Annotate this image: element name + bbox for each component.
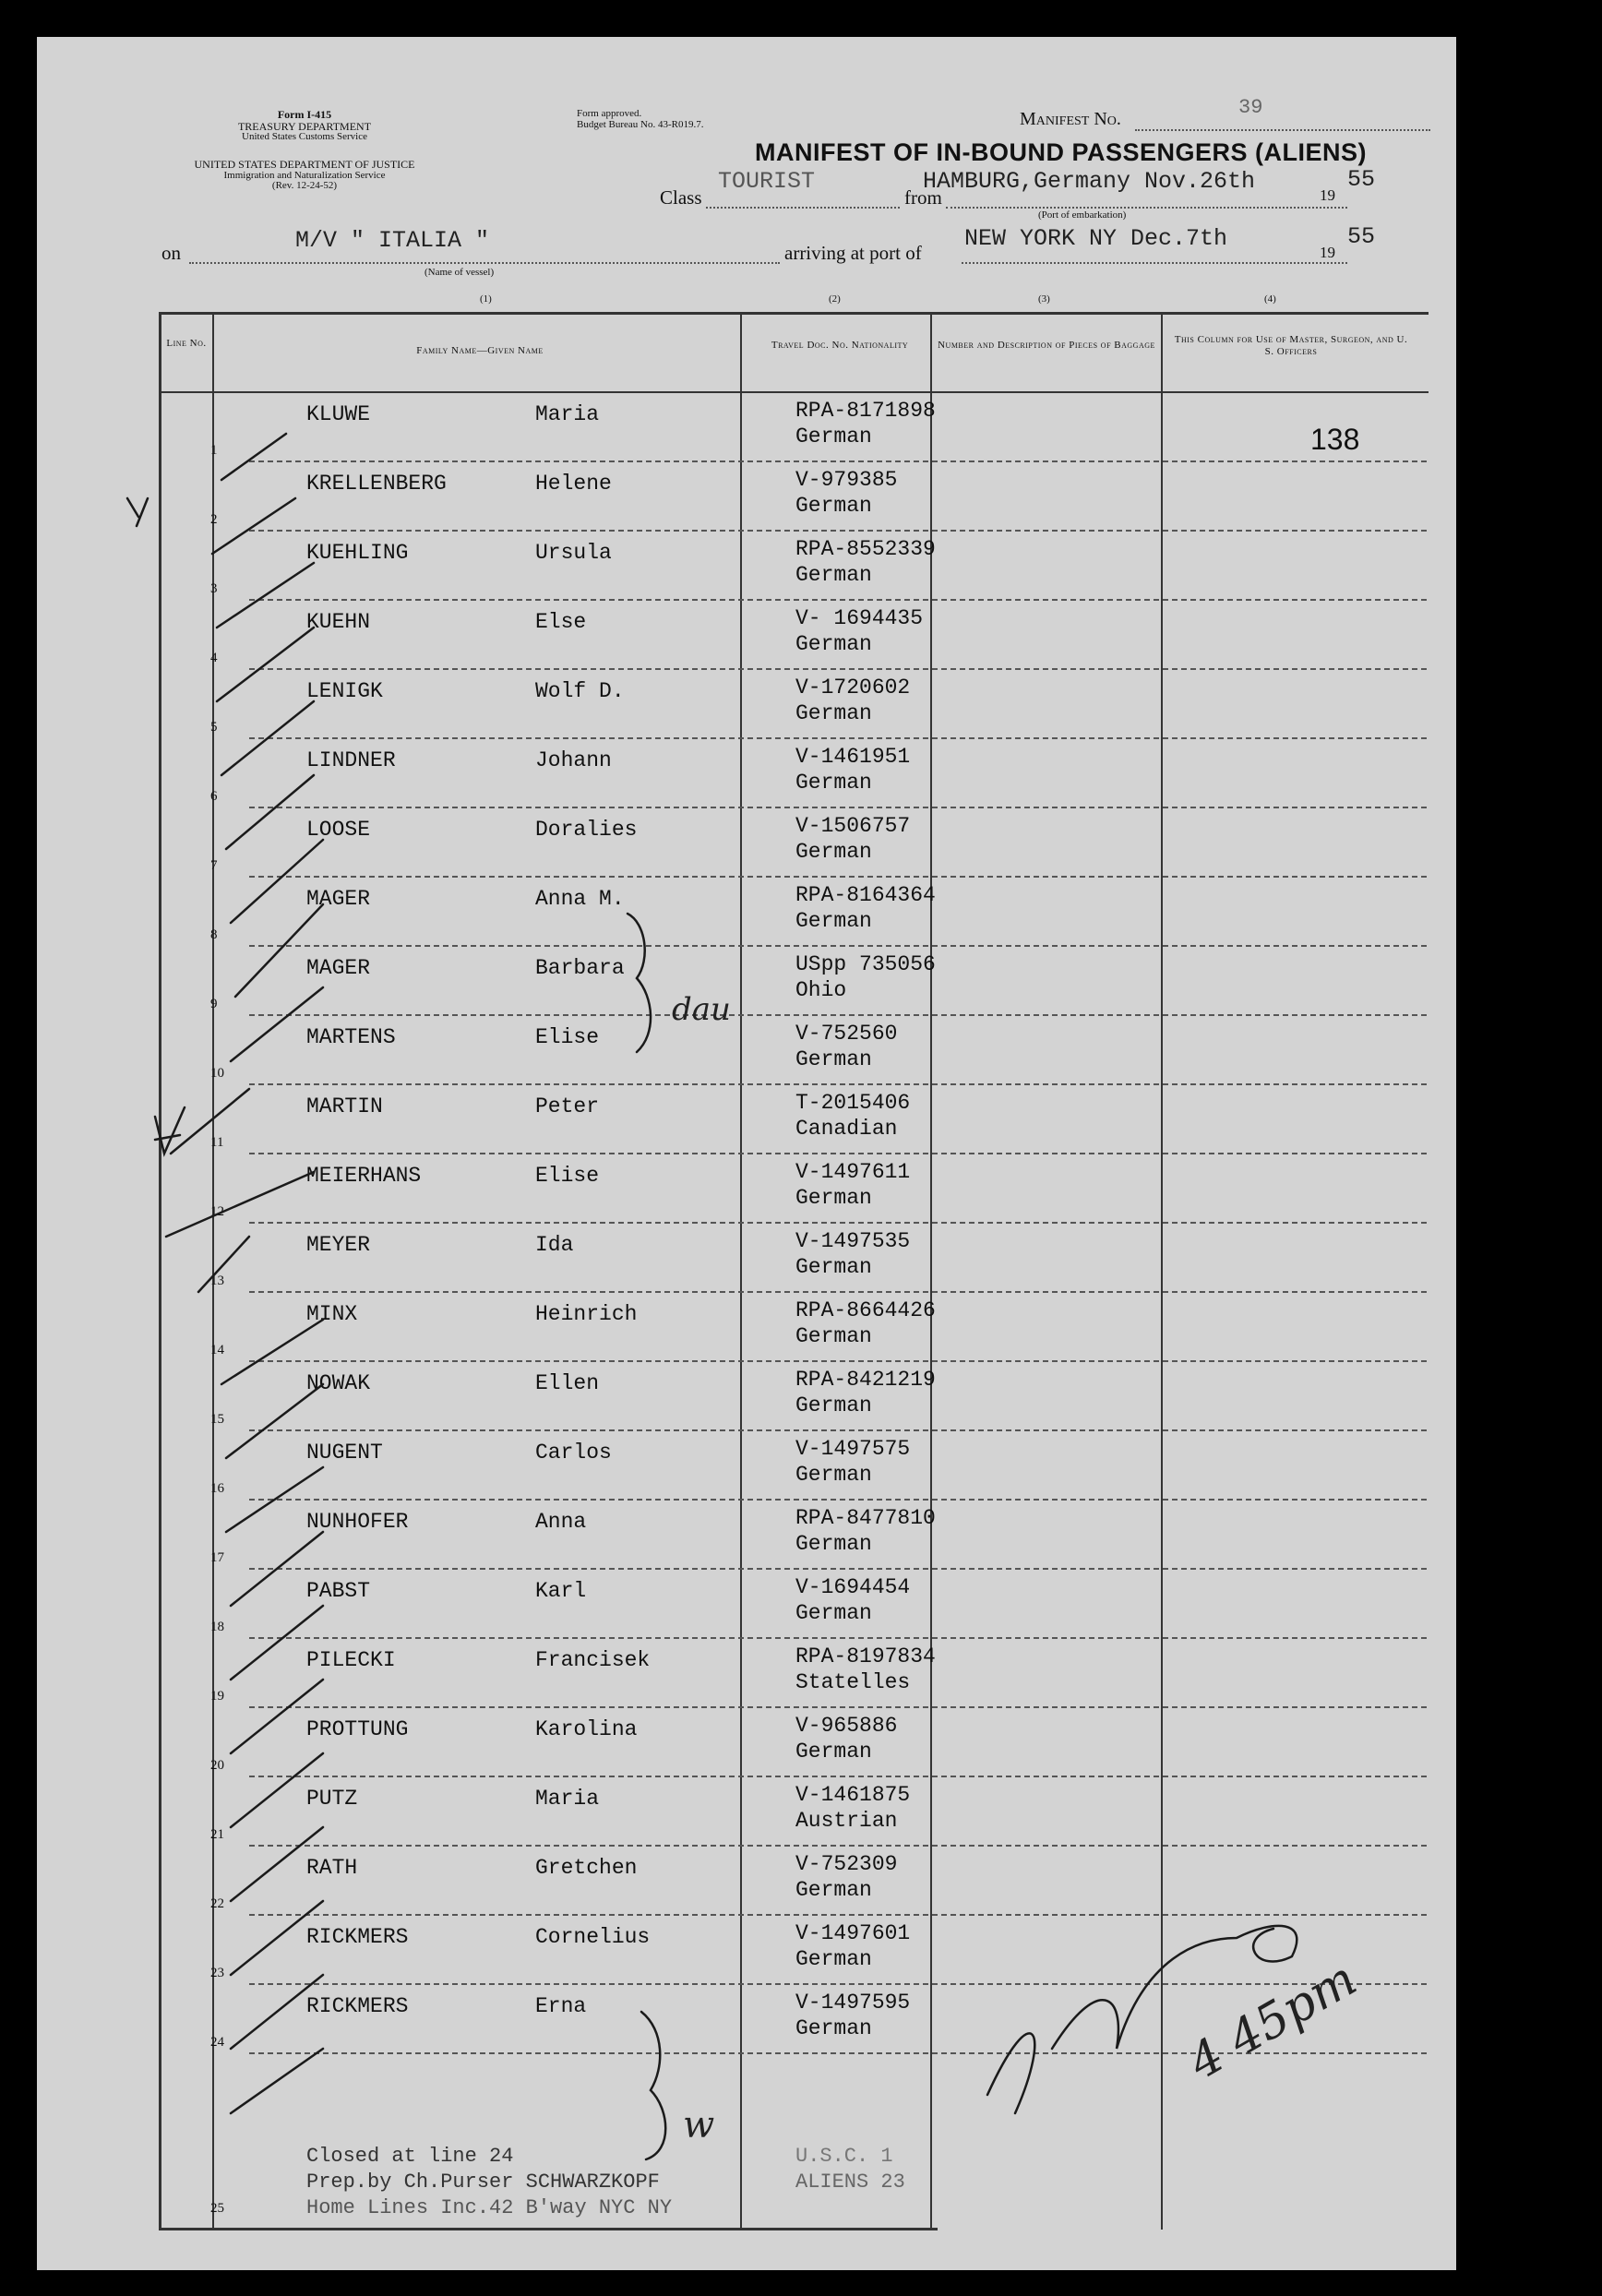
family-name: LOOSE	[306, 818, 371, 842]
travel-doc-no: RPA-8477810	[795, 1506, 936, 1530]
nationality: German	[795, 632, 872, 656]
family-name: MARTIN	[306, 1094, 383, 1118]
col-number-2: (2)	[829, 293, 841, 305]
table-row	[37, 1916, 1456, 1985]
family-name: NOWAK	[306, 1371, 371, 1395]
nationality: German	[795, 1463, 872, 1487]
line-number: 19	[210, 1689, 224, 1704]
line-number: 17	[210, 1550, 224, 1565]
family-name: MAGER	[306, 956, 371, 980]
table-row	[37, 1501, 1456, 1570]
usc-count: U.S.C. 1	[795, 2145, 893, 2168]
given-name: Cornelius	[535, 1925, 651, 1949]
travel-doc-no: V-752560	[795, 1022, 898, 1046]
nationality: German	[795, 1047, 872, 1071]
table-row	[37, 1708, 1456, 1777]
given-name: Ida	[535, 1233, 574, 1257]
line-number: 15	[210, 1412, 224, 1427]
table-row	[37, 1639, 1456, 1708]
family-name: MINX	[306, 1302, 358, 1326]
nationality: German	[795, 1393, 872, 1417]
shipping-line: Home Lines Inc.42 B'way NYC NY	[306, 2196, 673, 2219]
travel-doc-no: RPA-8171898	[795, 399, 936, 423]
arriving-label: arriving at port of	[784, 242, 922, 264]
line-number: 1	[210, 443, 218, 458]
nationality: German	[795, 563, 872, 587]
table-row	[37, 739, 1456, 808]
given-name: Maria	[535, 1787, 600, 1811]
arrival-line	[962, 262, 1347, 264]
travel-doc-no: V-1461951	[795, 745, 911, 769]
travel-doc-no: V-1497535	[795, 1229, 911, 1253]
family-name: PROTTUNG	[306, 1717, 409, 1741]
table-row	[37, 1431, 1456, 1501]
given-name: Elise	[535, 1164, 600, 1188]
nationality: German	[795, 2016, 872, 2040]
given-name: Elise	[535, 1025, 600, 1049]
family-name: RICKMERS	[306, 1925, 409, 1949]
given-name: Maria	[535, 402, 600, 426]
vessel-note: (Name of vessel)	[424, 267, 495, 278]
table-row	[37, 808, 1456, 878]
col-name: Family Name—Given Name	[416, 345, 544, 356]
revision-date: (Rev. 12-24-52)	[271, 180, 338, 192]
passenger-table	[37, 393, 1456, 2161]
aliens-count: ALIENS 23	[795, 2170, 905, 2194]
line-number: 11	[210, 1135, 224, 1150]
table-row	[37, 1570, 1456, 1639]
handwritten-time: 4 45pm	[1179, 1951, 1367, 2091]
nationality: German	[795, 425, 872, 448]
travel-doc-no: V-1497611	[795, 1160, 911, 1184]
customs-service: United States Customs Service	[242, 131, 367, 143]
approval-block	[577, 109, 703, 130]
port-embark-note: (Port of embarkation)	[1038, 209, 1127, 221]
table-row	[37, 1777, 1456, 1847]
line-number: 12	[210, 1204, 224, 1219]
nationality: German	[795, 1324, 872, 1348]
line-number: 8	[210, 927, 218, 942]
justice-dept: UNITED STATES DEPARTMENT OF JUSTICE	[194, 158, 415, 171]
col-baggage: Number and Description of Pieces of Baggage	[938, 340, 1155, 351]
col-number-3: (3)	[1038, 293, 1050, 305]
handwritten-w: w	[683, 2104, 715, 2147]
given-name: Wolf D.	[535, 679, 625, 703]
travel-doc-no: V-1506757	[795, 814, 911, 838]
ins-service: Immigration and Naturalization Service	[223, 169, 386, 181]
nationality: German	[795, 1878, 872, 1902]
travel-doc-no: T-2015406	[795, 1091, 911, 1115]
nationality: German	[795, 701, 872, 725]
page-number-stamp: 138	[1310, 423, 1360, 456]
line-number: 14	[210, 1343, 224, 1357]
travel-doc-no: V-1461875	[795, 1783, 911, 1807]
table-row	[37, 1154, 1456, 1224]
table-row	[37, 670, 1456, 739]
family-name: RICKMERS	[306, 1994, 409, 2018]
given-name: Barbara	[535, 956, 625, 980]
manifest-title: MANIFEST OF IN-BOUND PASSENGERS (ALIENS)	[755, 138, 1368, 166]
travel-doc-no: USpp 735056	[795, 952, 936, 976]
line-number: 3	[210, 581, 218, 596]
prepared-by: Prep.by Ch.Purser SCHWARZKOPF	[306, 2170, 660, 2194]
table-row	[37, 532, 1456, 601]
manifest-no-line	[1135, 129, 1430, 131]
line-number: 23	[210, 1966, 224, 1980]
form-number: Form I-415	[277, 108, 332, 121]
table-row	[37, 947, 1456, 1016]
from-line	[946, 207, 1347, 209]
line-number: 5	[210, 720, 218, 735]
nationality: German	[795, 771, 872, 795]
nationality: Statelles	[795, 1670, 911, 1694]
given-name: Ursula	[535, 541, 612, 565]
vessel-name: M/V " ITALIA "	[295, 227, 490, 254]
form-agency-block	[157, 109, 452, 143]
table-row	[37, 1085, 1456, 1154]
travel-doc-no: RPA-8197834	[795, 1644, 936, 1668]
travel-doc-no: V- 1694435	[795, 606, 924, 630]
treasury-dept: TREASURY DEPARTMENT	[237, 119, 372, 133]
travel-doc-no: V-1694454	[795, 1575, 911, 1599]
line-number-25: 25	[210, 2201, 224, 2216]
nationality: German	[795, 1255, 872, 1279]
budget-bureau: Budget Bureau No. 43-R019.7.	[577, 118, 704, 130]
travel-doc-no: V-1497595	[795, 1991, 911, 2015]
col-number-1: (1)	[480, 293, 492, 305]
travel-doc-no: V-965886	[795, 1714, 898, 1738]
given-name: Karl	[535, 1579, 587, 1603]
nationality: German	[795, 1947, 872, 1971]
travel-doc-no: V-1497601	[795, 1921, 911, 1945]
family-name: RATH	[306, 1856, 358, 1880]
line-number: 16	[210, 1481, 224, 1496]
given-name: Ellen	[535, 1371, 600, 1395]
table-row	[37, 462, 1456, 532]
family-name: KUEHN	[306, 610, 371, 634]
given-name: Anna M.	[535, 887, 625, 911]
family-name: NUNHOFER	[306, 1510, 409, 1534]
line-number: 20	[210, 1758, 224, 1773]
year-prefix-2: 19	[1320, 244, 1335, 261]
line-number: 10	[210, 1066, 224, 1081]
given-name: Carlos	[535, 1441, 612, 1465]
vessel-line	[189, 262, 780, 264]
given-name: Peter	[535, 1094, 600, 1118]
given-name: Helene	[535, 472, 612, 496]
travel-doc-no: V-752309	[795, 1852, 898, 1876]
line-number: 4	[210, 651, 218, 665]
class-value: TOURIST	[718, 168, 816, 195]
line-number: 21	[210, 1827, 224, 1842]
family-name: NUGENT	[306, 1441, 383, 1465]
table-row	[37, 1016, 1456, 1085]
nationality: Austrian	[795, 1809, 898, 1833]
handwritten-dau: dau	[672, 991, 731, 1028]
family-name: MEYER	[306, 1233, 371, 1257]
on-label: on	[161, 242, 181, 264]
table-bottom-rule	[159, 2228, 938, 2230]
family-name: KLUWE	[306, 402, 371, 426]
nationality: German	[795, 1532, 872, 1556]
given-name: Karolina	[535, 1717, 638, 1741]
travel-doc-no: V-1497575	[795, 1437, 911, 1461]
travel-doc-no: RPA-8421219	[795, 1368, 936, 1392]
manifest-no-label: Manifest No.	[1020, 109, 1121, 129]
closed-note: Closed at line 24	[306, 2145, 514, 2168]
line-number: 18	[210, 1620, 224, 1634]
nationality: German	[795, 1601, 872, 1625]
table-row	[37, 1362, 1456, 1431]
family-name: PILECKI	[306, 1648, 396, 1672]
nationality: German	[795, 494, 872, 518]
year-1: 55	[1347, 166, 1376, 193]
from-label: from	[904, 186, 942, 209]
family-name: LENIGK	[306, 679, 383, 703]
justice-block	[148, 159, 461, 192]
line-number: 22	[210, 1896, 224, 1911]
travel-doc-no: RPA-8164364	[795, 883, 936, 907]
family-name: PUTZ	[306, 1787, 358, 1811]
table-top-rule	[159, 312, 1429, 315]
line-number: 6	[210, 789, 218, 804]
family-name: PABST	[306, 1579, 371, 1603]
travel-doc-no: V-979385	[795, 468, 898, 492]
travel-doc-no: V-1720602	[795, 676, 911, 700]
col-line-no: Line No.	[166, 338, 207, 349]
form-approved: Form approved.	[577, 108, 642, 119]
family-name: MEIERHANS	[306, 1164, 422, 1188]
col-travel-doc: Travel Doc. No. Nationality	[771, 340, 909, 351]
nationality: German	[795, 909, 872, 933]
given-name: Francisek	[535, 1648, 651, 1672]
given-name: Heinrich	[535, 1302, 638, 1326]
given-name: Else	[535, 610, 587, 634]
nationality: Canadian	[795, 1117, 898, 1141]
line-number: 2	[210, 512, 218, 527]
line-number: 13	[210, 1274, 224, 1288]
arrival-port: NEW YORK NY Dec.7th	[964, 225, 1228, 252]
col-officers: This Column for Use of Master, Surgeon, and U. S. Officers	[1174, 334, 1408, 357]
class-line	[706, 207, 900, 209]
travel-doc-no: RPA-8664426	[795, 1298, 936, 1322]
given-name: Johann	[535, 748, 612, 772]
table-row	[37, 601, 1456, 670]
given-name: Erna	[535, 1994, 587, 2018]
from-value: HAMBURG,Germany Nov.26th	[923, 168, 1256, 195]
manifest-page	[37, 37, 1456, 2270]
line-number: 7	[210, 858, 218, 873]
family-name: KUEHLING	[306, 541, 409, 565]
manifest-number: 39	[1238, 96, 1263, 119]
col-number-4: (4)	[1264, 293, 1276, 305]
line-number: 9	[210, 997, 218, 1011]
family-name: MARTENS	[306, 1025, 396, 1049]
nationality: German	[795, 1740, 872, 1764]
family-name: MAGER	[306, 887, 371, 911]
family-name: LINDNER	[306, 748, 396, 772]
table-row	[37, 393, 1456, 462]
year-prefix-1: 19	[1320, 186, 1335, 204]
year-2: 55	[1347, 223, 1376, 250]
nationality: German	[795, 840, 872, 864]
line-number: 24	[210, 2035, 224, 2050]
family-name: KRELLENBERG	[306, 472, 447, 496]
table-row	[37, 1293, 1456, 1362]
table-row	[37, 1847, 1456, 1916]
table-row	[37, 1224, 1456, 1293]
table-row	[37, 878, 1456, 947]
nationality: German	[795, 1186, 872, 1210]
given-name: Doralies	[535, 818, 638, 842]
nationality: Ohio	[795, 978, 847, 1002]
given-name: Anna	[535, 1510, 587, 1534]
class-label: Class	[660, 186, 702, 209]
given-name: Gretchen	[535, 1856, 638, 1880]
travel-doc-no: RPA-8552339	[795, 537, 936, 561]
